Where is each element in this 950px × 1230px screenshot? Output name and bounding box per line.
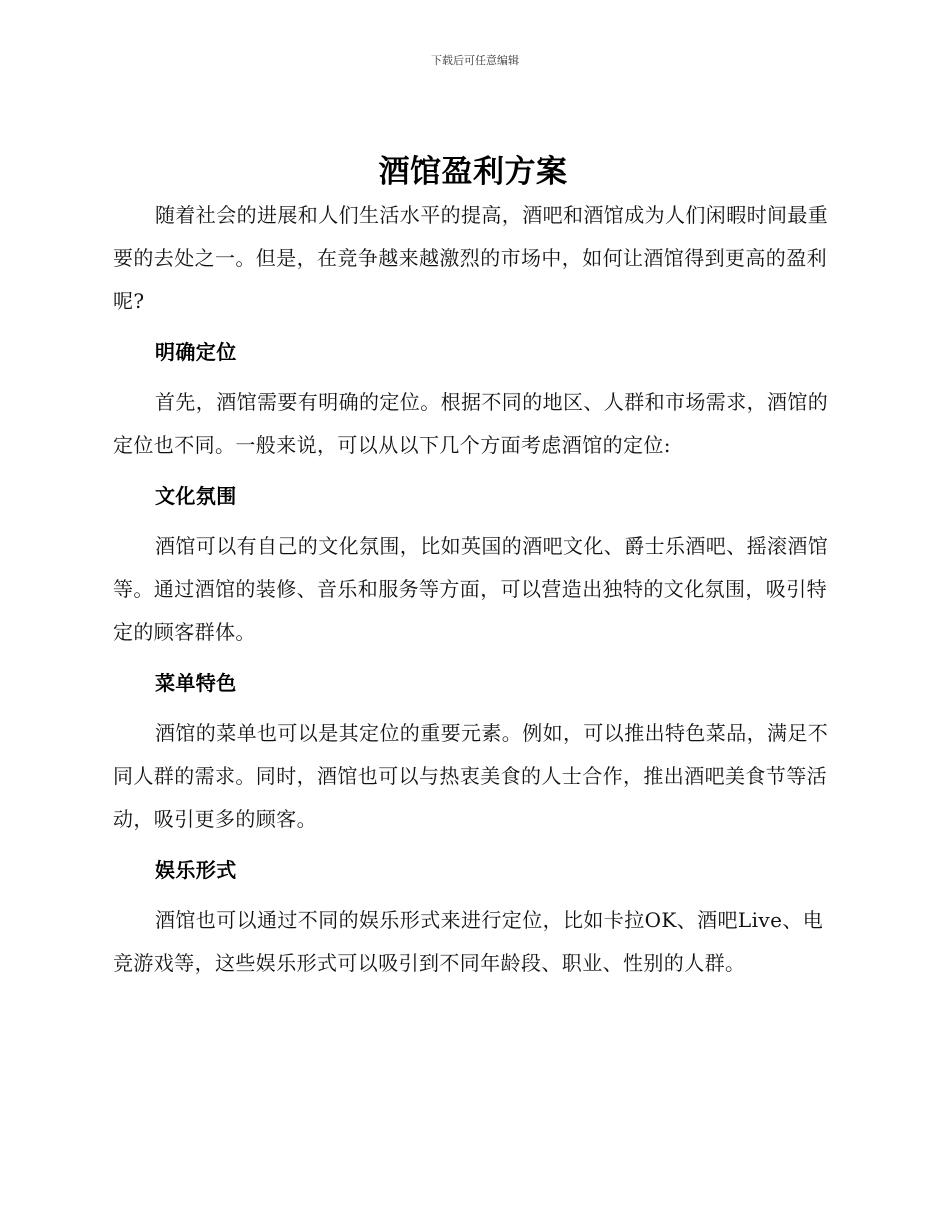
section-heading-culture: 文化氛围	[155, 484, 237, 508]
section-paragraph-menu: 酒馆的菜单也可以是其定位的重要元素。例如，可以推出特色菜品，满足不同人群的需求。同时，酒馆也可以与热衷美食的人士合作，推出酒吧美食节等活动，吸引更多的顾客。	[113, 721, 829, 831]
document-body	[113, 150, 833, 985]
document-title: 酒馆盈利方案	[378, 154, 568, 190]
section-paragraph-positioning: 首先，酒馆需要有明确的定位。根据不同的地区、人群和市场需求，酒馆的定位也不同。一般来说，可以从以下几个方面考虑酒馆的定位:	[113, 390, 829, 457]
section-paragraph-entertainment: 酒馆也可以通过不同的娱乐形式来进行定位，比如卡拉OK、酒吧Live、电竞游戏等，这些娱乐形式可以吸引到不同年龄段、职业、性别的人群。	[113, 908, 824, 975]
header-note: 下载后可任意编辑	[431, 54, 519, 67]
section-paragraph-culture: 酒馆可以有自己的文化氛围，比如英国的酒吧文化、爵士乐酒吧、摇滚酒馆等。通过酒馆的装修、音乐和服务等方面，可以营造出独特的文化氛围，吸引特定的顾客群体。	[113, 534, 829, 644]
section-heading-menu: 菜单特色	[155, 671, 237, 695]
intro-paragraph: 随着社会的进展和人们生活水平的提高，酒吧和酒馆成为人们闲暇时间最重要的去处之一。但是，在竞争越来越激烈的市场中，如何让酒馆得到更高的盈利呢?	[113, 203, 829, 313]
section-heading-positioning: 明确定位	[155, 340, 237, 364]
section-heading-entertainment: 娱乐形式	[155, 858, 237, 882]
